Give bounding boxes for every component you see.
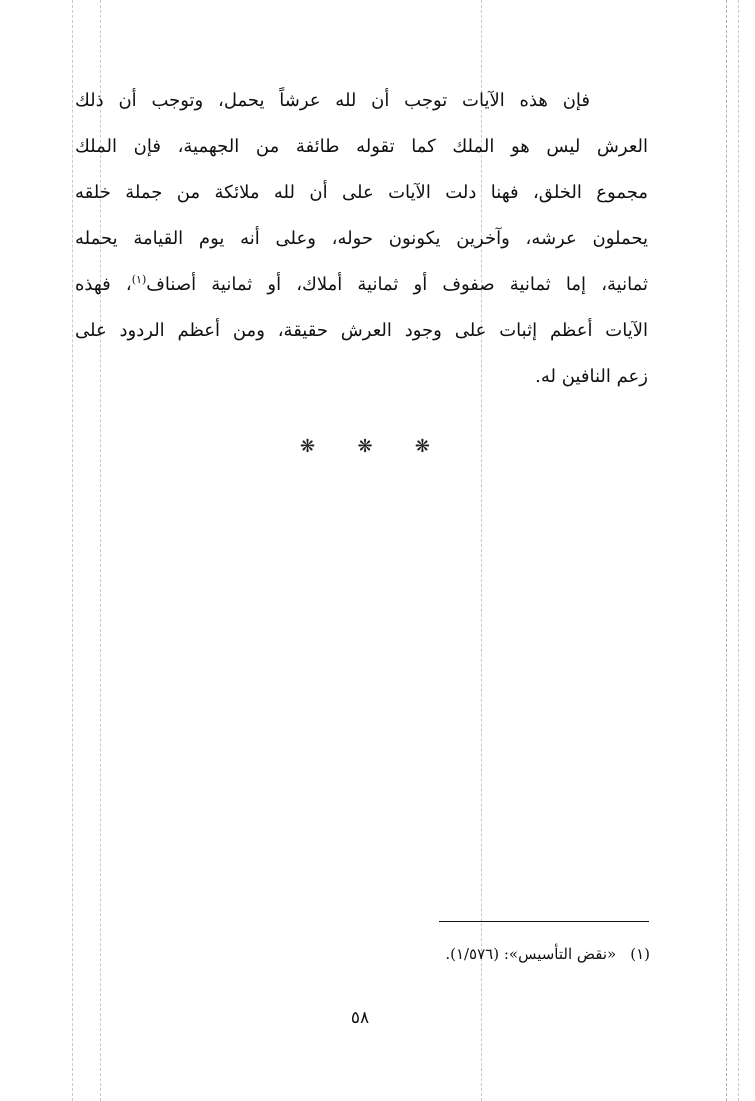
margin-guide-line: [738, 0, 739, 1101]
paragraph-line: يحملون عرشه، وآخرين يكونون حوله، وعلى أنه يوم القيامة يحمله: [75, 228, 648, 249]
paragraph-line: فإن هذه الآيات توجب أن لله عرشاً يحمل، وتوجب أن ذلك: [75, 90, 590, 111]
footnote: [300, 940, 650, 968]
footnote-number: (١): [630, 945, 650, 963]
main-paragraph: [75, 78, 648, 400]
margin-guide-line: [726, 0, 727, 1101]
paragraph-line-text: ثمانية، إما ثمانية صفوف أو ثمانية أملاك، أو ثمانية أصناف: [146, 274, 648, 295]
paragraph-line-text: ، فهذه: [75, 274, 132, 295]
footnote-reference[interactable]: (١): [131, 273, 147, 286]
paragraph-line: الآيات أعظم إثبات على وجود العرش حقيقة، ومن أعظم الردود على: [75, 320, 648, 341]
footnote-divider: [439, 921, 649, 922]
asterism-icon: ❋: [414, 436, 430, 457]
asterism-icon: ❋: [357, 436, 373, 457]
paragraph-line: العرش ليس هو الملك كما تقوله طائفة من الجهمية، فإن الملك: [75, 136, 648, 157]
asterism-icon: ❋: [300, 436, 316, 457]
paragraph-line: [75, 262, 648, 308]
margin-guide-line: [72, 0, 73, 1101]
paragraph-line: مجموع الخلق، فهنا دلت الآيات على أن لله ملائكة من جملة خلقه: [75, 182, 648, 203]
footnote-text: «نقض التأسيس»: (١/٥٧٦).: [445, 945, 617, 963]
page-number: ٥٨: [350, 1008, 370, 1028]
paragraph-line: زعم النافين له.: [535, 366, 648, 387]
section-separator: [300, 436, 430, 457]
